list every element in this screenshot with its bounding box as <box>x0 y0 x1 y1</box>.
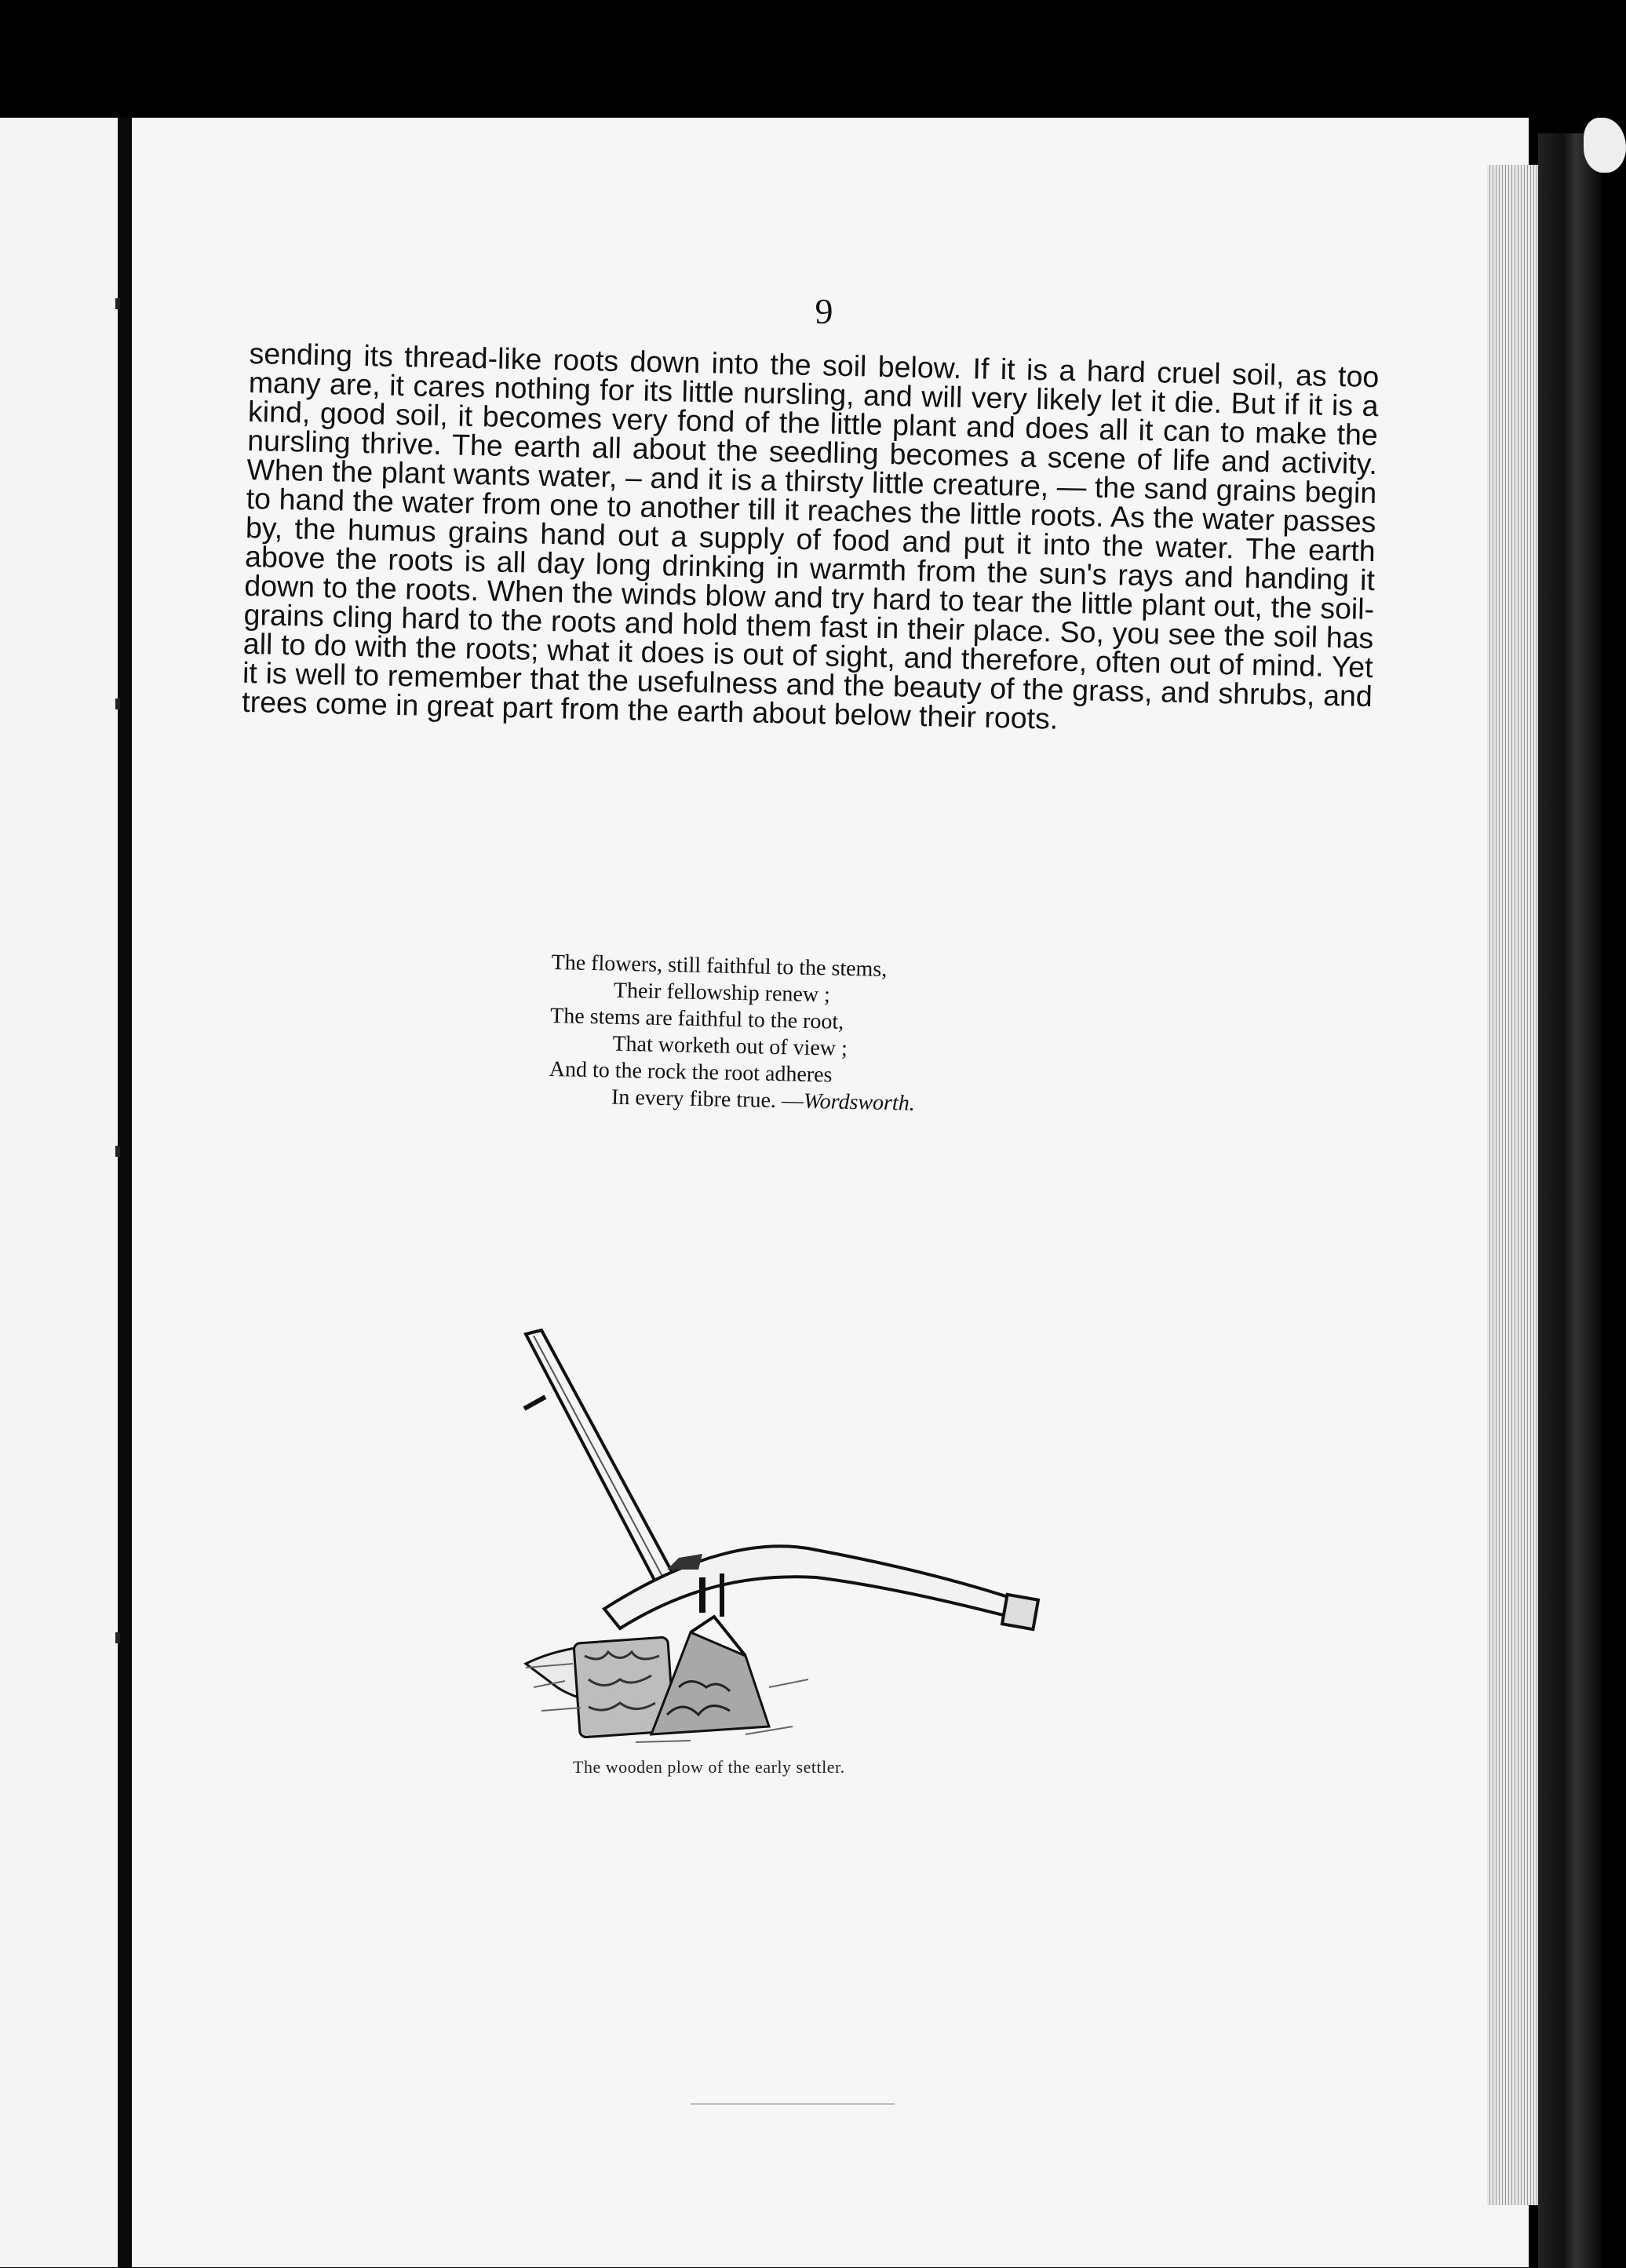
binding-stitch <box>115 1632 120 1643</box>
plow-beam <box>604 1546 1038 1629</box>
poem-line: The stems are faithful to the root, <box>549 1003 844 1034</box>
poem-line: And to the rock the root adheres <box>549 1056 833 1088</box>
plow-handle <box>524 1330 675 1589</box>
page-stack-edges <box>1487 165 1538 2205</box>
poem-line-text: In every fibre true. — <box>611 1085 804 1114</box>
binding-stitch <box>115 698 120 709</box>
poem-line: Their fellowship renew ; <box>613 978 831 1008</box>
wooden-plow-illustration <box>510 1318 1122 1758</box>
binding-stitch <box>115 1146 120 1157</box>
poem-stanza <box>549 950 1101 1121</box>
left-page-edge <box>0 118 118 2267</box>
book-cover-edge <box>1538 133 1601 2268</box>
body-paragraph: sending its thread-like roots down into the soil below. If it is a hard cruel soil, as too many are, it cares nothing for its little nursling, and will very likely let it die. But if it is a kind, good soil, it becomes very fond of the little plant and does all it can to make the nursling thrive. The earth all about the seedling becomes a scene of life and activity. When the plant wants water, – and it is a thirsty little creature, — the sand grains begin to hand the water from one to another till it reaches the little roots. As the water passes by, the humus grains hand out a supply of food and put it into the water. The earth above the roots is all day long drinking in warmth from the sun's rays and handing it down to the roots. When the winds blow and try hard to tear the little plant out, the soil-grains cling hard to the roots and hold them fast in their place. So, you see the soil has all to do with the roots; what it does is out of sight, and therefore, often out of mind. Yet it is well to remember that the usefulness and the beauty of the grass, and shrubs, and trees come in great part from the earth about below their roots. <box>241 337 1380 735</box>
poem-attribution: Wordsworth. <box>803 1088 916 1116</box>
page-corner-tab <box>1584 118 1626 173</box>
figure-caption: The wooden plow of the early settler. <box>573 1757 845 1777</box>
binding-stitch <box>115 298 120 309</box>
page-number: 9 <box>815 291 833 331</box>
poem-line: That worketh out of view ; <box>612 1031 848 1061</box>
poem-line: The flowers, still faithful to the stems, <box>551 950 888 982</box>
book-gutter <box>118 118 132 2267</box>
moldboard <box>526 1617 769 1737</box>
bottom-rule <box>691 2103 895 2105</box>
